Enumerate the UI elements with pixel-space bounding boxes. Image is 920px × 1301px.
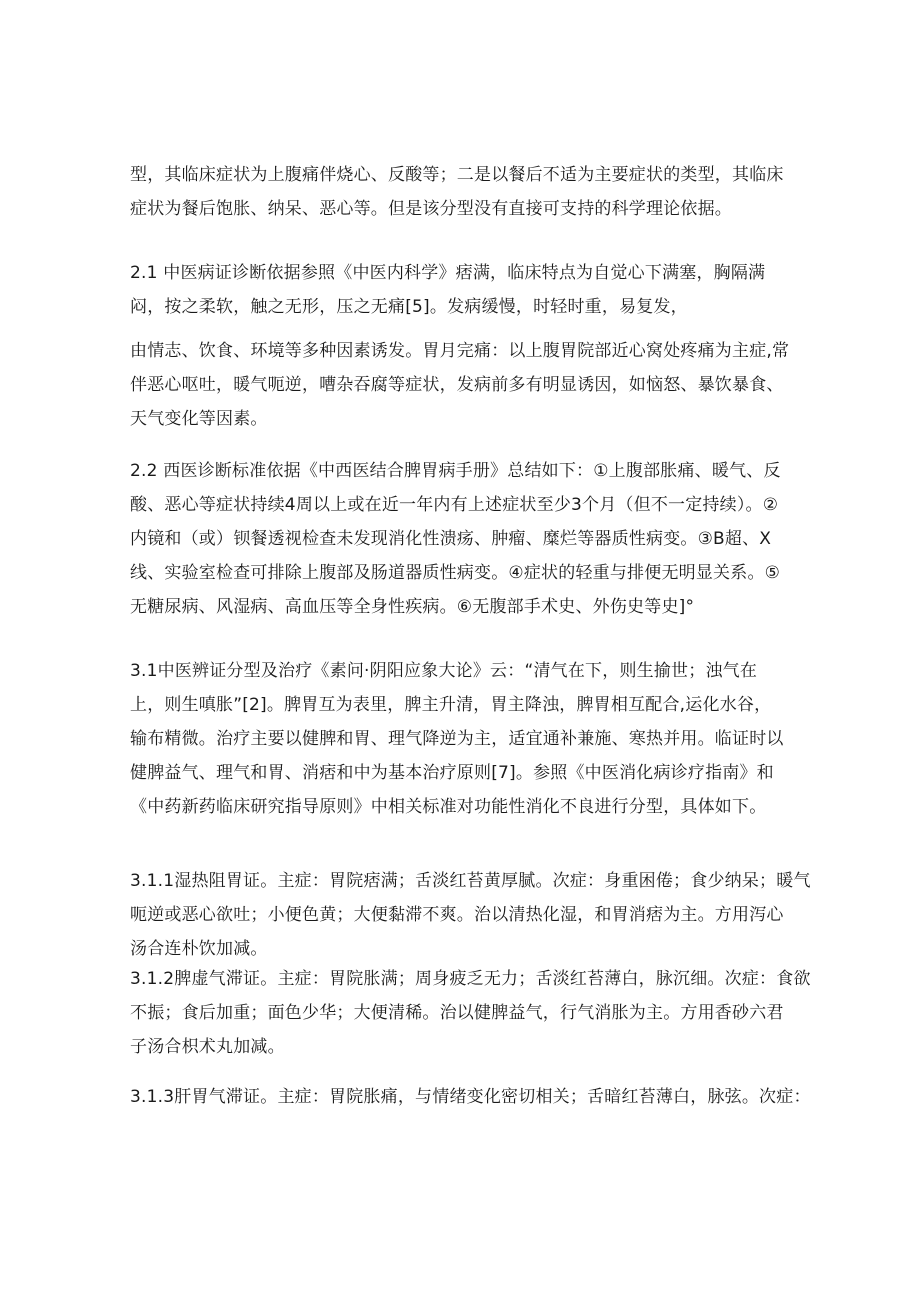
text-line: 呃逆或恶心欲吐；小便色黄；大便黏滞不爽。治以清热化湿，和胃消痞为主。方用泻心: [130, 905, 784, 925]
text-line: 上，则生嗔胀”[2]。脾胃互为表里，脾主升清，胃主降浊，脾胃相互配合,运化水谷，: [130, 695, 772, 715]
text-line: 型，其临床症状为上腹痛伴烧心、反酸等；二是以餐后不适为主要症状的类型，其临床: [130, 165, 784, 185]
paragraph-3-1-3-liver-stomach: [130, 1080, 811, 1114]
text-line: 《中药新药临床研究指导原则》中相关标准对功能性消化不良进行分型，具体如下。: [130, 797, 767, 817]
text-line: 3.1中医辨证分型及治疗《素问·阴阳应象大论》云：“清气在下，则生揄世；浊气在: [130, 661, 758, 681]
text-line: 3.1.1湿热阻胃证。主症：胃院痞满；舌淡红苔黄厚腻。次症：身重困倦；食少纳呆；暖气: [130, 871, 811, 891]
paragraph-intro-continuation: [130, 158, 800, 226]
text-line: 线、实验室检查可排除上腹部及肠道器质性病变。④症状的轻重与排便无明显关系。⑤: [130, 563, 781, 583]
paragraph-3-1-1-damp-heat: [130, 864, 811, 966]
text-line: 健脾益气、理气和胃、消痞和中为基本治疗原则[7]。参照《中医消化病诊疗指南》和: [130, 763, 774, 783]
text-line: 子汤合枳术丸加减。: [130, 1037, 285, 1057]
text-line: 不振；食后加重；面色少华；大便清稀。治以健脾益气，行气消胀为主。方用香砂六君: [130, 1003, 784, 1023]
text-line: 输布精微。治疗主要以健脾和胃、理气降逆为主，适宜通补兼施、寒热并用。临证时以: [130, 729, 784, 749]
text-line: 内镜和（或）钡餐透视检查未发现消化性溃疡、肿瘤、糜烂等器质性病变。③B超、X: [130, 529, 772, 549]
paragraph-3-1-tcm-syndrome: [130, 654, 800, 824]
paragraph-3-1-2-spleen-deficiency: [130, 962, 811, 1064]
text-line: 天气变化等因素。: [130, 409, 268, 429]
text-line: 2.2 西医诊断标准依据《中西医结合脾胃病手册》总结如下：①上腹部胀痛、暖气、反: [130, 461, 781, 481]
text-line: 3.1.3肝胃气滞证。主症：胃院胀痛，与情绪变化密切相关；舌暗红苔薄白，脉弦。次症：: [130, 1087, 811, 1107]
text-line: 无糖尿病、风湿病、高血压等全身性疾病。⑥无腹部手术史、外伤史等史]°: [130, 597, 695, 617]
paragraph-2-1-tcm-diagnosis: [130, 256, 800, 324]
text-line: 酸、恶心等症状持续4周以上或在近一年内有上述症状至少3个月（但不一定持续）。②: [130, 495, 779, 515]
text-line: 2.1 中医病证诊断依据参照《中医内科学》痞满，临床特点为自觉心下满塞，胸隔满: [130, 263, 766, 283]
text-line: 伴恶心呕吐，暖气呃逆，嘈杂吞腐等症状，发病前多有明显诱因，如恼怒、暴饮暴食、: [130, 375, 784, 395]
text-line: 症状为餐后饱胀、纳呆、恶心等。但是该分型没有直接可支持的科学理论依据。: [130, 199, 732, 219]
paragraph-2-2-western-diagnosis: [130, 454, 800, 624]
text-line: 闷，按之柔软，触之无形，压之无痛[5]。发病缓慢，时轻时重，易复发，: [130, 297, 688, 317]
paragraph-2-1-continued: [130, 334, 800, 436]
text-line: 3.1.2脾虚气滞证。主症：胃院胀满；周身疲乏无力；舌淡红苔薄白，脉沉细。次症：食欲: [130, 969, 811, 989]
text-line: 由情志、饮食、环境等多种因素诱发。胃月完痛：以上腹胃院部近心窝处疼痛为主症,常: [130, 341, 790, 361]
text-line: 汤合连朴饮加减。: [130, 939, 268, 959]
